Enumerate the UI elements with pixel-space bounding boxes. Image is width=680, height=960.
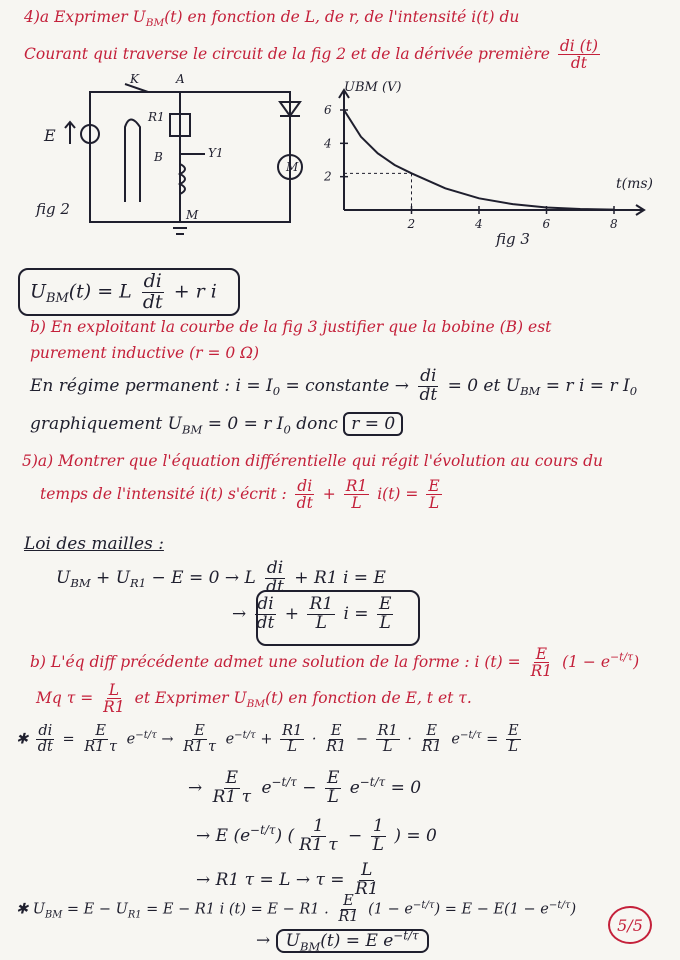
y-tick-label-2: 2 xyxy=(324,169,332,184)
ans5b-l2-e: = 0 xyxy=(390,777,422,798)
ans5b-l1-num1: di xyxy=(38,723,53,739)
ans5a-eq2-num3: E xyxy=(378,594,392,614)
ans5a-eq2-frac3 xyxy=(377,596,393,633)
graph-xlabel: t(ms) xyxy=(616,176,654,192)
q5a-num2: R1 xyxy=(345,477,368,495)
ans5a-eq1-b: + U xyxy=(96,567,131,588)
q4a-derivative xyxy=(558,38,600,72)
x-tick-label-4: 4 xyxy=(475,217,483,231)
ans5a-eq1-c: − E = 0 → L xyxy=(151,567,256,588)
ans5b-l3-c: − xyxy=(348,825,363,846)
answer-5a-eq2 xyxy=(232,596,396,633)
q5a-num1: di xyxy=(297,477,313,495)
answer-a-lhs-rest: (t) = L xyxy=(68,280,132,303)
ans5b-l1-den7: R1 xyxy=(421,739,442,756)
ans5b-l2-b: e xyxy=(261,777,272,798)
ans5b-l2-a: → xyxy=(188,777,203,798)
ansb-l2-boxed: r = 0 xyxy=(343,412,403,436)
circuit-wire-loop xyxy=(90,92,290,222)
label-m-node: M xyxy=(186,208,199,222)
graph-figure xyxy=(300,80,670,270)
q5b-l2-c: (t) en fonction de E, t et τ. xyxy=(265,688,472,707)
q5a-frac1 xyxy=(295,478,315,512)
circuit-figure xyxy=(30,72,310,262)
q5a-line2-text: temps de l'intensité i(t) s'écrit : xyxy=(40,484,287,503)
q4a-line2-text: Courant qui traverse le circuit de la fig 2 et de la dérivée première xyxy=(24,44,550,63)
ansb-l1-d: = r i = r I xyxy=(545,375,630,396)
q5a-frac2 xyxy=(344,478,370,512)
ans5b-l1-a: ✱ xyxy=(16,731,29,748)
ans5b-l2-frac1 xyxy=(211,770,253,807)
answer-5b-line3: → E $(e^{-t/\tau})$ ( $\frac{1}{R1 \tau}$ − $\frac{1}{L}$ ) = 0 xyxy=(196,816,437,855)
ans5b-l1-frac5 xyxy=(324,724,348,755)
ans5b-l5-b: = E − U xyxy=(66,901,128,918)
ans5b-l3-a: → E (e xyxy=(196,825,251,846)
question-4b-line1 xyxy=(30,318,551,336)
q4a-text: 4)a Exprimer U xyxy=(24,8,146,26)
answer-b-line1 xyxy=(30,368,637,405)
answer-b-line2 xyxy=(30,414,403,436)
ans5b-l5-sub2: R1 xyxy=(127,909,142,921)
ans5b-l2-exp2: −t/τ xyxy=(359,775,386,790)
ans5b-l5-frac xyxy=(336,894,360,925)
current-loop-arrow xyxy=(125,120,140,203)
q5a-mid: i(t) = xyxy=(377,484,419,503)
ans5b-l1-den2: R1 τ xyxy=(84,739,118,756)
ans5b-l1-d: → xyxy=(161,731,174,748)
question-5b-line1 xyxy=(30,646,639,680)
q5b-l1-num: E xyxy=(535,645,548,663)
q5a-den3: L xyxy=(428,494,440,513)
ansb-l1-b: = constante → xyxy=(285,375,410,396)
ansb-l2-sub2: 0 xyxy=(283,422,291,437)
ans5b-l1-num3: E xyxy=(194,723,205,739)
answer-a xyxy=(30,272,217,313)
ans5b-l1-frac2 xyxy=(82,724,119,755)
graph-svg xyxy=(300,80,670,270)
ans5b-l2-num2: E xyxy=(326,768,340,788)
ans5b-l5-c: = E − R1 i (t) = E − R1 . xyxy=(146,901,329,918)
ans5b-l5-num: E xyxy=(343,893,354,909)
ans5a-eq2-frac1 xyxy=(255,596,277,633)
ans5b-l5-den: R1 xyxy=(338,909,359,926)
ansb-l1-den: dt xyxy=(419,384,438,405)
ans5b-l1-exp: −t/τ xyxy=(135,729,157,741)
ans5b-l2-den2: L xyxy=(327,786,339,807)
q5b-l2-den: R1 xyxy=(103,698,125,717)
x-tick-label-8: 8 xyxy=(610,217,618,231)
ans5b-l1-den3: R1 τ xyxy=(183,739,216,756)
label-fig2: fig 2 xyxy=(36,200,70,218)
ans5b-l1-e: e xyxy=(225,731,235,748)
q5a-den1: dt xyxy=(296,494,313,513)
ans5b-l1-num6: R1 xyxy=(377,723,398,739)
answer-5b-line2 xyxy=(188,770,421,807)
ansb-l2-a: graphiquement U xyxy=(30,414,182,434)
ans5b-l4-num: L xyxy=(361,860,373,880)
answer-5a-title xyxy=(24,534,164,554)
q5b-l2-num: L xyxy=(108,681,120,699)
answer-5b-line1 xyxy=(16,724,524,755)
page-number-text: 5/5 xyxy=(617,915,643,935)
answer-a-rhs: + r i xyxy=(173,280,217,303)
ans5b-l1-num7: E xyxy=(426,723,437,739)
q5b-l2-sub: BM xyxy=(246,697,266,710)
ans5a-title: Loi des mailles : xyxy=(24,534,164,554)
ans5b-l1-num8: E xyxy=(507,723,519,739)
ans5b-l1-f: + xyxy=(260,731,273,748)
ansb-l2-b: = 0 = r I xyxy=(207,414,284,434)
label-r1: R1 xyxy=(148,110,165,124)
ground-symbol xyxy=(170,222,190,234)
y-tick-label-4: 4 xyxy=(324,136,332,151)
ans5a-eq1-a: U xyxy=(56,567,71,588)
ans5b-l1-den6: L xyxy=(382,739,393,756)
answer-a-lhs: U xyxy=(30,280,47,303)
ans5b-l3-b: ) xyxy=(275,825,283,846)
ans5a-eq2-arrow: → xyxy=(232,603,247,624)
ans5b-l2-exp: −t/τ xyxy=(271,775,297,790)
y-tick-label-6: 6 xyxy=(324,103,332,117)
q4a-deriv-den: dt xyxy=(570,54,587,73)
ans5b-l1-frac6 xyxy=(376,724,400,755)
emf-arrow xyxy=(65,122,75,144)
ans5b-l3-num2: 1 xyxy=(372,816,384,836)
q4a-rest: (t) en fonction de L, de r, de l'intensité i(t) du xyxy=(164,8,520,26)
q5a-line1-text: 5)a) Montrer que l'équation différentielle qui régit l'évolution au cours du xyxy=(22,452,603,470)
ans5b-l1-k: = xyxy=(486,731,499,748)
x-tick-label-2: 2 xyxy=(407,217,416,231)
ansb-l1-sub: 0 xyxy=(272,384,281,399)
ans5b-l2-den1: R1 τ xyxy=(212,786,252,807)
ans5b-l1-i: · xyxy=(407,731,413,748)
ans5b-l3-frac2 xyxy=(371,818,386,855)
ans5b-l3-exp: −t/τ xyxy=(250,823,276,838)
ans5a-eq1-num: di xyxy=(266,558,284,578)
q5a-plus: + xyxy=(322,484,336,503)
label-a: A xyxy=(176,72,185,86)
circuit-svg xyxy=(30,72,310,262)
ans5b-l1-den4: L xyxy=(287,739,298,756)
ansb-l2-sub: BM xyxy=(182,422,203,437)
ans5b-l6-boxed-a: U xyxy=(285,930,300,951)
q5b-l1-b: (1 − e xyxy=(562,652,610,671)
ans5b-l1-exp3: −t/τ xyxy=(459,729,482,741)
ans5b-l2-c: − xyxy=(302,777,317,798)
q5b-l1-den: R1 xyxy=(530,662,553,681)
ans5b-l1-den8: L xyxy=(508,739,519,756)
q5b-l2-frac xyxy=(101,682,127,716)
answer-a-lhs-sub: BM xyxy=(46,291,69,307)
q4b-line2-text: purement inductive (r = 0 Ω) xyxy=(30,344,260,362)
label-motor: M xyxy=(286,160,299,174)
question-4a-line1 xyxy=(24,8,519,29)
label-fig3: fig 3 xyxy=(496,230,530,248)
ans5b-l3-num1: 1 xyxy=(312,816,324,836)
curve-ubm xyxy=(344,110,614,210)
q5a-num3: E xyxy=(428,477,440,495)
label-e: E xyxy=(44,126,56,145)
ans5b-l1-num5: E xyxy=(330,723,342,739)
question-4a-line2 xyxy=(24,38,603,72)
x-tick-label-6: 6 xyxy=(542,217,551,231)
ans5b-l1-b: = xyxy=(62,731,75,748)
ans5b-l6-a: → xyxy=(256,930,271,951)
question-5b-line2 xyxy=(36,682,472,716)
ans5b-l1-h: − xyxy=(355,731,369,748)
ans5b-l1-c: e xyxy=(126,731,136,748)
ansb-l1-sub2: BM xyxy=(520,384,541,399)
ans5a-eq1-sub: BM xyxy=(70,576,91,591)
ans5b-l1-frac7 xyxy=(420,724,444,755)
ans5b-l1-frac4 xyxy=(280,724,304,755)
ans5a-eq2-frac2 xyxy=(307,596,335,633)
ans5b-l5-exp: −t/τ xyxy=(412,899,435,911)
ans5b-l5-sub: BM xyxy=(44,909,63,921)
q5b-l2-a: Mq τ = xyxy=(36,688,94,707)
q5b-l1-a: b) L'éq diff précédente admet une solution de la forme : i (t) = xyxy=(30,652,521,671)
ans5b-l1-j: e xyxy=(451,731,460,748)
ans5b-l1-frac1 xyxy=(36,724,55,755)
ansb-l1-sub3: 0 xyxy=(629,384,638,399)
ans5b-l1-den1: dt xyxy=(37,739,53,756)
ans5b-l3-den1: R1 τ xyxy=(299,834,338,855)
label-k: K xyxy=(130,72,139,86)
ansb-l1-num: di xyxy=(420,366,437,386)
q5b-l2-b: et Exprimer U xyxy=(134,688,247,707)
answer-a-den: dt xyxy=(142,290,163,313)
answer-a-num: di xyxy=(143,270,162,292)
q5a-frac3 xyxy=(426,478,441,512)
ans5b-l6-boxed-exp: −t/τ xyxy=(393,928,419,942)
ans5b-l2-frac2 xyxy=(325,770,341,807)
ans5b-l1-num2: E xyxy=(95,723,106,739)
ans5b-l1-frac8 xyxy=(506,724,521,755)
q4a-sub: BM xyxy=(145,17,165,30)
ans5a-eq2-plus: + xyxy=(284,603,300,624)
ans5b-l5-exp2: −t/τ xyxy=(548,899,571,911)
ans5b-l3-d: ) = 0 xyxy=(394,825,437,846)
label-y1: Y1 xyxy=(208,146,224,160)
ansb-l1-a: En régime permanent : i = I xyxy=(30,375,273,396)
ans5b-l1-exp2: −t/τ xyxy=(234,729,256,741)
question-5a-line1 xyxy=(22,452,603,470)
q4b-line1-text: b) En exploitant la courbe de la fig 3 justifier que la bobine (B) est xyxy=(30,318,552,336)
ans5a-eq1-den: dt xyxy=(266,576,284,597)
ans5b-l4-den: R1 xyxy=(354,878,379,899)
q5b-l1-frac xyxy=(529,646,555,680)
ans5b-l5-e: ) = E − E(1 − e xyxy=(434,901,549,918)
ans5b-l2-d: e xyxy=(349,777,360,798)
ans5b-l1-frac3 xyxy=(181,724,218,755)
ans5a-eq2-den2: L xyxy=(315,612,327,633)
answer-a-frac xyxy=(141,272,165,313)
answer-5b-line6 xyxy=(256,928,429,953)
question-5a-line2 xyxy=(40,478,445,512)
ansb-l1-frac xyxy=(417,368,439,405)
ans5b-l1-den5: R1 xyxy=(326,739,347,756)
answer-5b-line5 xyxy=(16,894,576,925)
ans5b-l5-a: ✱ U xyxy=(16,901,45,918)
question-4b-line2 xyxy=(30,344,259,362)
ans5b-l5-f: ) xyxy=(570,901,577,918)
q5b-l1-exp: −t/τ xyxy=(610,650,634,664)
ansb-l1-c: = 0 et U xyxy=(447,375,521,396)
page-number xyxy=(608,906,652,944)
ans5b-l6-boxed-b: (t) = E e xyxy=(320,930,394,951)
ans5b-l5-d: (1 − e xyxy=(368,901,413,918)
q5a-den2: L xyxy=(351,494,362,513)
ans5b-l2-num1: E xyxy=(225,768,239,788)
q4a-deriv-num: di (t) xyxy=(559,37,598,55)
ans5b-l3-den2: L xyxy=(372,834,384,855)
ans5b-l4-a: → R1 τ = L → τ = xyxy=(196,869,345,890)
ans5a-eq2-mid: i = xyxy=(343,603,369,624)
ans5a-eq2-num1: di xyxy=(257,594,274,614)
ans5b-l6-boxed-sub: BM xyxy=(299,939,321,954)
ans5b-l3-frac1 xyxy=(297,818,339,855)
ans5a-eq2-num2: R1 xyxy=(309,594,334,614)
graph-ylabel: UBM (V) xyxy=(344,80,402,95)
ans5a-eq1-d: + R1 i = E xyxy=(294,567,386,588)
ansb-l2-c: donc xyxy=(296,414,338,434)
q5b-l1-c: ) xyxy=(633,652,640,671)
label-b: B xyxy=(154,150,163,164)
ans5b-l1-num4: R1 xyxy=(282,723,303,739)
ans5a-eq1-sub2: R1 xyxy=(130,576,147,591)
ans5b-l6-boxed xyxy=(276,929,429,953)
ans5a-eq2-den3: L xyxy=(379,612,391,633)
ans5a-eq2-den1: dt xyxy=(256,612,275,633)
ans5b-l1-g: · xyxy=(311,731,317,748)
